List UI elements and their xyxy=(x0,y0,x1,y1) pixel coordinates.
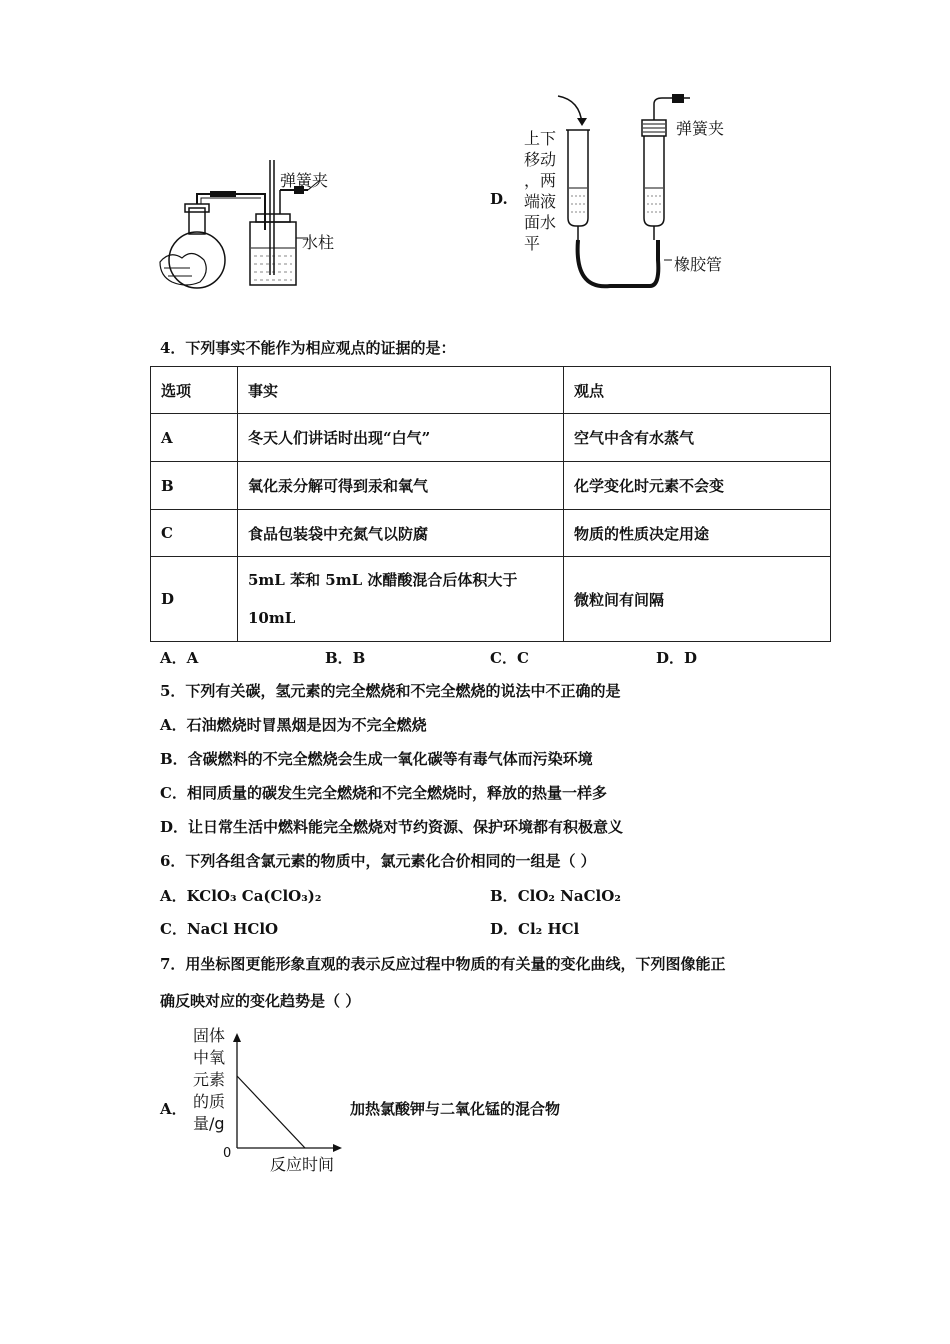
table-row xyxy=(151,462,831,510)
q7-stem-line2: 确反映对应的变化趋势是（ ） xyxy=(160,992,361,1010)
table-header-row xyxy=(151,367,831,414)
row-view: 物质的性质决定用途 xyxy=(564,510,831,557)
q5-option-a[interactable]: A．石油燃烧时冒黑烟是因为不完全燃烧 xyxy=(160,716,427,734)
row-fact: 食品包装袋中充氮气以防腐 xyxy=(238,510,564,557)
row-view: 空气中含有水蒸气 xyxy=(564,414,831,462)
header-fact: 事实 xyxy=(238,367,564,414)
row-fact-line: 5mL 苯和 5mL 冰醋酸混合后体积大于 xyxy=(248,571,518,589)
y-axis-label-line: 中氧 xyxy=(193,1048,226,1067)
label-move-line: 平 xyxy=(524,234,541,253)
label-move-line: 面水 xyxy=(524,213,557,232)
label-move-line: 上下 xyxy=(524,129,557,148)
q5-option-d[interactable]: D．让日常生活中燃料能完全燃烧对节约资源、保护环境都有积极意义 xyxy=(160,818,624,836)
row-fact xyxy=(238,557,564,642)
option-d-label-top: D. xyxy=(490,190,508,208)
q4-answer-b[interactable]: B．B xyxy=(325,649,366,667)
row-fact: 冬天人们讲话时出现“白气” xyxy=(238,414,564,462)
label-move-line: ，两 xyxy=(524,171,557,190)
q6-option-a-text: KClO₃ Ca(ClO₃)₂ xyxy=(186,887,322,905)
row-fact-line: 10mL xyxy=(248,609,296,627)
label-rubber-tube: 橡胶管 xyxy=(674,255,723,274)
q7-x-axis-label: 反应时间 xyxy=(270,1155,335,1174)
q6-option-b-label: B． xyxy=(490,887,518,905)
label-spring-clip-right: 弹簧夹 xyxy=(676,119,725,138)
q7-stem-line1: 7．用坐标图更能形象直观的表示反应过程中物质的有关量的变化曲线，下列图像能正 xyxy=(160,955,726,973)
row-view: 化学变化时元素不会变 xyxy=(564,462,831,510)
q6-option-d-label: D． xyxy=(490,920,519,938)
label-move-line: 端液 xyxy=(524,192,557,211)
q6-option-c-text: NaCl HClO xyxy=(186,920,279,938)
row-view: 微粒间有间隔 xyxy=(564,557,831,642)
q6-option-a[interactable] xyxy=(160,885,321,906)
y-axis-label-line: 元素 xyxy=(193,1070,226,1089)
q5-option-b[interactable]: B．含碳燃料的不完全燃烧会生成一氧化碳等有毒气体而污染环境 xyxy=(160,750,593,768)
row-option: D xyxy=(151,557,238,642)
q4-answer-c[interactable]: C．C xyxy=(490,649,529,667)
y-axis-label-line: 固体 xyxy=(193,1026,226,1045)
q6-option-a-label: A． xyxy=(160,887,187,905)
y-axis-arrow xyxy=(233,1033,241,1042)
q5-option-c[interactable]: C．相同质量的碳发生完全燃烧和不完全燃烧时，释放的热量一样多 xyxy=(160,784,607,802)
q6-option-b[interactable] xyxy=(490,885,621,906)
label-move-line: 移动 xyxy=(524,150,557,169)
q5-stem: 5．下列有关碳，氢元素的完全燃烧和不完全燃烧的说法中不正确的是 xyxy=(160,682,621,700)
q4-answer-d[interactable]: D．D xyxy=(656,649,698,667)
q6-option-c[interactable] xyxy=(160,918,278,939)
q7-option-a-desc: 加热氯酸钾与二氧化锰的混合物 xyxy=(350,1100,561,1118)
q6-option-b-text: ClO₂ NaClO₂ xyxy=(517,887,621,905)
row-option: C xyxy=(151,510,238,557)
row-fact: 氧化汞分解可得到汞和氧气 xyxy=(238,462,564,510)
q6-option-d-text: Cl₂ HCl xyxy=(518,920,580,938)
table-row xyxy=(151,414,831,462)
q4-answer-a[interactable]: A．A xyxy=(160,649,199,667)
q4-stem: 4．下列事实不能作为相应观点的证据的是： xyxy=(160,339,456,357)
y-axis-label-line: 的质 xyxy=(193,1092,226,1111)
curve-line xyxy=(237,1076,305,1148)
q7-origin-label: 0 xyxy=(223,1146,232,1161)
x-axis-arrow xyxy=(333,1144,342,1152)
q7-option-a-label[interactable]: A． xyxy=(160,1100,187,1118)
header-option: 选项 xyxy=(151,367,238,414)
table-row xyxy=(151,510,831,557)
q7-graph-a xyxy=(225,1030,355,1155)
label-water-column: 水柱 xyxy=(302,233,335,252)
row-option: A xyxy=(151,414,238,462)
header-view: 观点 xyxy=(564,367,831,414)
q4-table xyxy=(150,366,831,642)
y-axis-label-line: 量/g xyxy=(193,1114,225,1133)
q6-option-c-label: C． xyxy=(160,920,187,938)
row-option: B xyxy=(151,462,238,510)
table-row xyxy=(151,557,831,642)
q6-option-d[interactable] xyxy=(490,918,579,939)
label-spring-clip-left: 弹簧夹 xyxy=(280,171,329,190)
q6-stem: 6．下列各组含氯元素的物质中，氯元素化合价相同的一组是（ ） xyxy=(160,852,596,870)
